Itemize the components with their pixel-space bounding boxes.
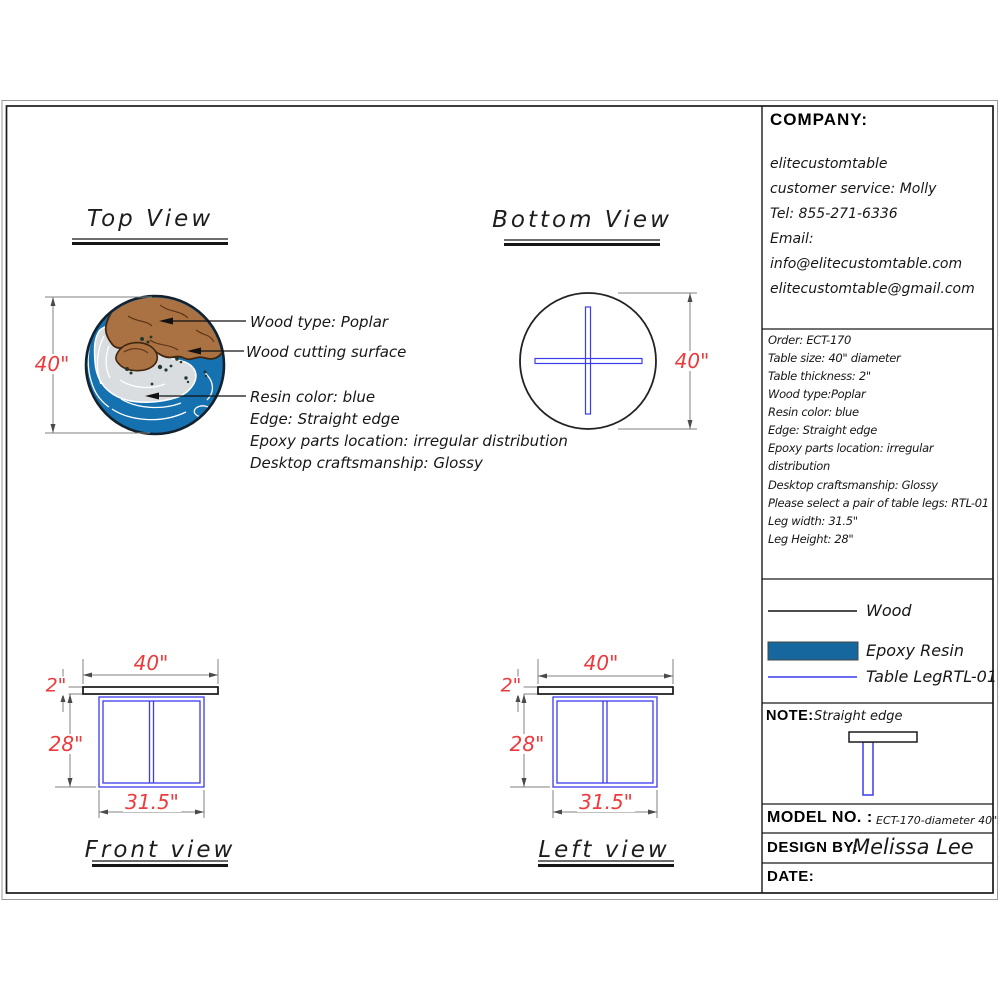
left-view-title: Left view [538, 837, 670, 863]
left-view-tabletop [538, 687, 673, 694]
legend-label-leg: Table LegRTL-01 [866, 667, 998, 686]
front-view-legs [99, 697, 204, 787]
front-view-leg-height-dim: 28" [48, 732, 84, 756]
model-no-value: ECT-170-diameter 40" [876, 814, 998, 827]
company-phone: Tel: 855-271-6336 [770, 206, 898, 222]
annotation-craftsmanship: Desktop craftsmanship: Glossy [250, 454, 483, 472]
design-by-value: Melissa Lee [852, 835, 974, 859]
legend-label-wood: Wood [866, 601, 912, 620]
spec-resin-color: Resin color: blue [768, 405, 859, 419]
model-no-heading: MODEL NO. : [767, 809, 873, 826]
legend-swatches [768, 611, 858, 677]
bottom-view-drawing [520, 293, 697, 429]
spec-table-size: Table size: 40" diameter [768, 351, 901, 365]
company-customer-service: customer service: Molly [770, 181, 937, 197]
bottom-view-diameter-dim: 40" [674, 349, 710, 373]
date-heading: DATE: [767, 868, 815, 885]
left-view-leg-height-dim: 28" [509, 732, 545, 756]
top-view-tabletop [45, 292, 246, 434]
spec-craftsmanship: Desktop craftsmanship: Glossy [768, 478, 938, 492]
spec-table-thickness: Table thickness: 2" [768, 369, 871, 383]
note-leg [863, 742, 873, 795]
design-by-heading: DESIGN BY: [767, 839, 859, 856]
top-view-diameter-dim: 40" [34, 352, 70, 376]
top-view-title: Top View [86, 206, 214, 232]
left-view-width-dim: 40" [583, 651, 619, 675]
annotation-edge: Edge: Straight edge [250, 410, 400, 428]
wood-slab-small [116, 343, 157, 371]
spec-leg-height: Leg Height: 28" [768, 532, 854, 546]
front-view-tabletop [83, 687, 218, 694]
company-email-label: Email: [770, 231, 814, 247]
bottom-view-title: Bottom View [492, 207, 672, 233]
bottom-circle [520, 293, 656, 429]
spec-epoxy-location-2: distribution [768, 459, 830, 473]
front-view-title: Front view [84, 837, 236, 863]
note-heading: NOTE: [766, 708, 814, 724]
company-name: elitecustomtable [770, 156, 888, 172]
spec-wood-type: Wood type:Poplar [768, 387, 866, 401]
spec-order: Order: ECT-170 [768, 333, 851, 347]
legend-epoxy-swatch [768, 642, 858, 660]
company-email-2: elitecustomtable@gmail.com [770, 281, 975, 297]
annotation-epoxy-location: Epoxy parts location: irregular distribution [250, 432, 568, 450]
note-edge-drawing [849, 732, 917, 795]
annotation-wood-cutting-surface: Wood cutting surface [246, 343, 407, 361]
spec-epoxy-location: Epoxy parts location: irregular [768, 441, 934, 455]
legend-label-epoxy: Epoxy Resin [866, 641, 964, 660]
left-view-legs [553, 697, 657, 787]
spec-legs: Please select a pair of table legs: RTL-01 [768, 496, 989, 510]
left-view-leg-width-dim: 31.5" [579, 790, 633, 814]
front-view-leg-width-dim: 31.5" [125, 790, 179, 814]
annotation-resin-color: Resin color: blue [250, 388, 376, 406]
front-view-width-dim: 40" [133, 651, 169, 675]
company-email-1: info@elitecustomtable.com [770, 256, 963, 272]
left-view-thickness-dim: 2" [500, 674, 522, 697]
annotation-wood-type: Wood type: Poplar [250, 313, 389, 331]
note-text: Straight edge [814, 709, 903, 724]
spec-leg-width: Leg width: 31.5" [768, 514, 858, 528]
note-tabletop [849, 732, 917, 742]
company-heading: COMPANY: [770, 110, 869, 129]
front-view-thickness-dim: 2" [45, 674, 67, 697]
spec-edge: Edge: Straight edge [768, 423, 878, 437]
